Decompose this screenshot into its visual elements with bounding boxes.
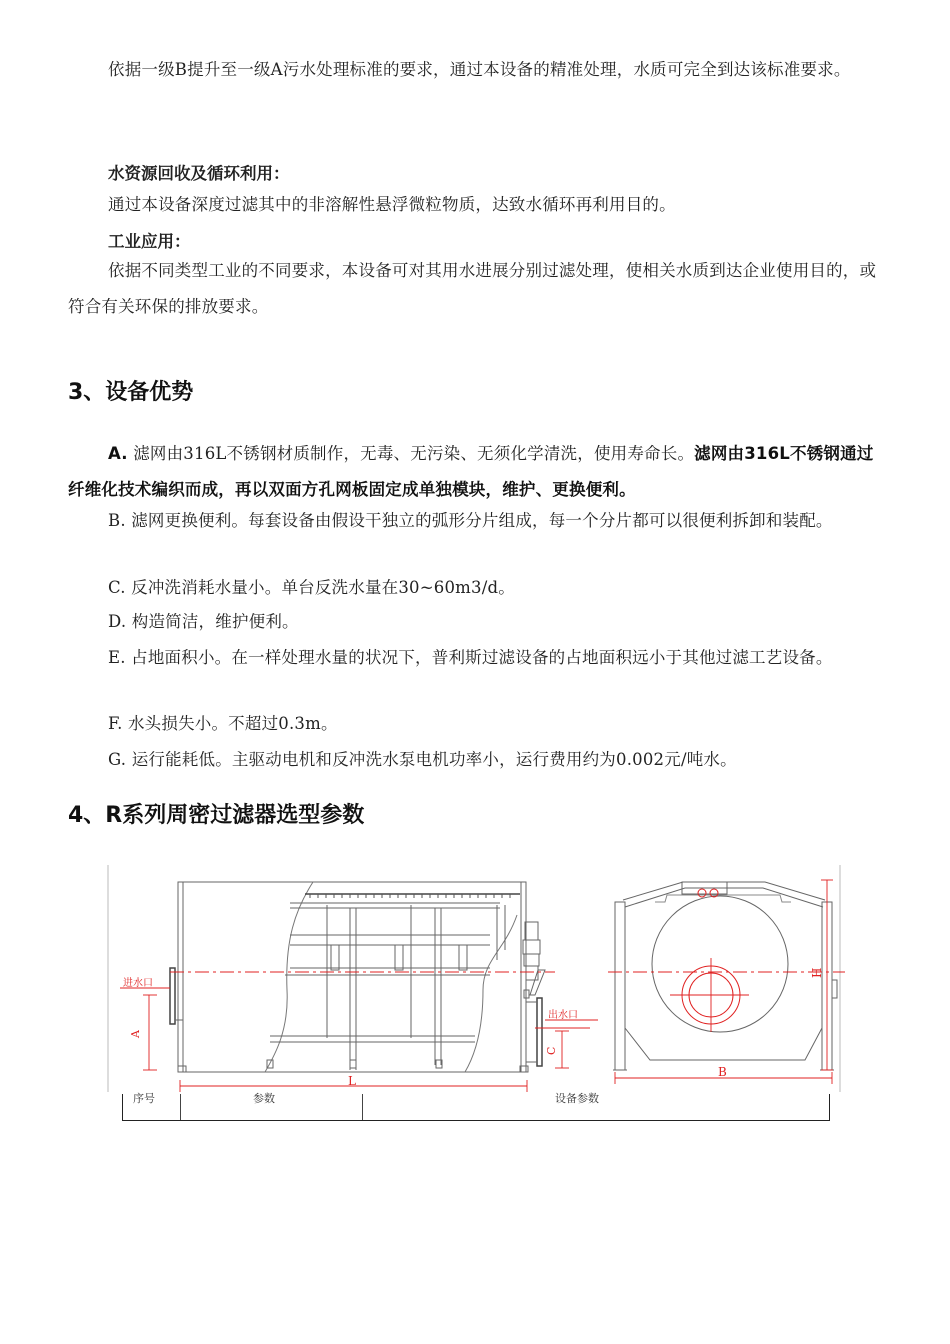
item-letter: B. <box>108 511 126 530</box>
dim-c-label: C <box>545 1046 558 1055</box>
end-view-roof <box>623 882 825 900</box>
section3-title: 3、设备优势 <box>68 380 194 405</box>
advantage-item-d <box>68 604 888 640</box>
item-letter: C. <box>108 578 126 597</box>
advantage-item-f <box>68 706 888 742</box>
item-letter: D. <box>108 612 127 631</box>
industrial-heading: 工业应用： <box>108 232 191 251</box>
cutaway-curve-left <box>265 882 313 1072</box>
inlet-label: 进水口 <box>123 978 153 989</box>
item-letter: F. <box>108 714 123 733</box>
item-text: 滤网由316L不锈钢材质制作，无毒、无污染、无须化学清洗，使用寿命长。 <box>133 444 695 463</box>
side-view <box>170 882 545 1072</box>
advantage-item-g <box>68 742 888 778</box>
cutaway-curve-right <box>465 915 517 1072</box>
item-letter: A. <box>108 444 128 463</box>
advantage-item-c <box>68 570 888 606</box>
advantage-item-e <box>68 640 888 676</box>
advantage-item-b <box>68 503 888 539</box>
table-divider <box>180 1094 181 1120</box>
th-device-param: 设备参数 <box>555 1092 599 1105</box>
th-index: 序号 <box>133 1092 155 1105</box>
end-view-base <box>625 1028 822 1060</box>
intro-paragraph: 依据一级B提升至一级A污水处理标准的要求，通过本设备的精准处理，水质可完全到达该标准要求。 <box>108 60 851 79</box>
item-letter: E. <box>108 648 126 667</box>
item-text: 水头损失小。不超过0.3m。 <box>127 714 338 733</box>
advantage-item-a <box>68 436 888 508</box>
inlet-flange <box>170 968 175 1024</box>
params-table-header <box>122 1094 830 1121</box>
section4-title: 4、R系列周密过滤器选型参数 <box>68 803 365 828</box>
industrial-text: 依据不同类型工业的不同要求，本设备可对其用水进展分别过滤处理，使相关水质到达企业使用目的，或符合有关环保的排放要求。 <box>68 261 877 316</box>
end-view-dimensions <box>608 880 845 1084</box>
dim-a-label: A <box>129 1030 142 1038</box>
item-text: 反冲洗消耗水量小。单台反洗水量在30~60m3/d。 <box>131 578 515 597</box>
dim-l-label: L <box>348 1074 356 1088</box>
item-text: 滤网更换便利。每套设备由假设干独立的弧形分片组成，每一个分片都可以很便利拆卸和装配。 <box>131 511 833 530</box>
drum-circle <box>652 896 788 1032</box>
side-body-outline <box>178 882 526 1072</box>
water-recycle-text: 通过本设备深度过滤其中的非溶解性悬浮微粒物质，达致水循环再利用目的。 <box>108 195 676 214</box>
dim-h-label: H <box>810 967 824 978</box>
item-bold-text: 滤网由316L不锈钢通过纤维化技术编织而成，再以双面方孔网板固定成单独模块，维护、更换便利。 <box>68 444 874 499</box>
outlet-flange <box>537 998 542 1066</box>
item-text: 运行能耗低。主驱动电机和反冲洗水泵电机功率小，运行费用约为0.002元/吨水。 <box>131 750 737 769</box>
dim-b-label: B <box>718 1065 727 1079</box>
filter-technical-drawing <box>105 860 845 1125</box>
table-divider <box>362 1094 363 1120</box>
item-letter: G. <box>108 750 127 769</box>
end-view <box>613 882 837 1070</box>
item-text: 构造简洁，维护便利。 <box>131 612 299 631</box>
th-param: 参数 <box>253 1092 275 1105</box>
water-recycle-heading: 水资源回收及循环利用： <box>108 164 290 183</box>
outlet-label: 出水口 <box>548 1010 578 1021</box>
item-text: 占地面积小。在一样处理水量的状况下，普利斯过滤设备的占地面积远小于其他过滤工艺设备。 <box>131 648 833 667</box>
